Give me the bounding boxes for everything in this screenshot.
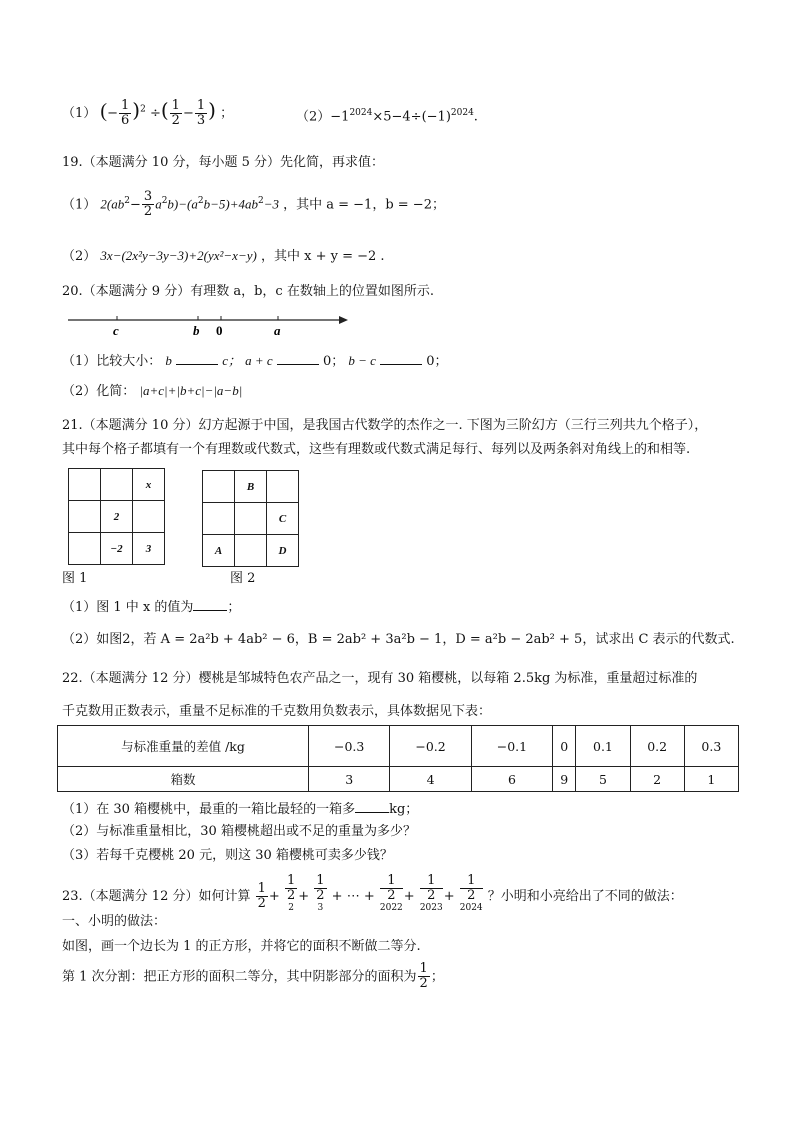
magic-square-fig2 [202,470,299,567]
table-header: 与标准重量的差值 /kg [58,726,309,767]
number-line [66,310,356,338]
q23-line1: 如图，画一个边长为 1 的正方形，并将它的面积不断做二等分. [62,939,421,954]
answer-blank[interactable] [193,598,227,611]
q21-title-2: 其中每个格子都填有一个有理数或代数式，这些有理数或代数式满足每行、每列以及两条斜对角线上的和相等. [62,442,691,457]
q19-part1: （1） $2(ab^2-$ $\frac{3}{2}$ $a^2b)-(a^2b-5)+4ab^2-3$ ，其中 a = −1，b = −2； [62,189,445,220]
table-row-label: 箱数 [58,767,309,792]
grid-cell: D [267,535,299,567]
table-cell: −0.3 [309,726,390,767]
table-cell: 0 [553,726,576,767]
grid-cell: 2 [101,501,133,533]
table-cell: 0.3 [684,726,738,767]
grid-cell [235,535,267,567]
table-cell: 5 [576,767,630,792]
part-label: （1） [62,106,97,121]
table-cell: 6 [471,767,552,792]
table-cell: 0.1 [576,726,630,767]
fig2-caption: 图 2 [230,571,256,586]
grid-cell [69,469,101,501]
q21-part2: （2）如图2，若 A = 2a²b + 4ab² − 6，B = 2ab² + 3a²b − 1，D = a²b − 2ab² + 5，试求出 C 表示的代数式. [62,632,735,647]
q18-part1: （1） (− $\frac{1}{6}$ )$^2$ ÷( $\frac{1}{2}$ − $\frac{1}{3}$ ) ； [62,97,234,128]
axis-label-a: a [274,323,281,338]
table-cell: 1 [684,767,738,792]
q22-part1: （1）在 30 箱樱桃中，最重的一箱比最轻的一箱多 kg； [62,802,419,817]
axis-label-zero: 0 [216,323,223,338]
grid-cell [203,471,235,503]
q21-title-1: 21.（本题满分 10 分）幻方起源于中国，是我国古代数学的杰作之一. 下图为三阶幻方（三行三列共九个格子）， [62,418,708,433]
q21-part1: （1）图 1 中 x 的值为 ； [62,600,241,615]
table-cell: 2 [630,767,684,792]
grid-cell [267,471,299,503]
table-row [58,726,739,767]
grid-cell [101,469,133,501]
q20-part2: （2）化简： |a+c|+|b+c|−|a−b| [62,383,243,399]
magic-square-fig1 [68,468,165,565]
q23-line2: 第 1 次分割：把正方形的面积二等分，其中阴影部分的面积为 $\frac{1}{2}$ ； [62,961,444,992]
q19-title: 19.（本题满分 10 分，每小题 5 分）先化简，再求值： [62,155,385,170]
table-row [58,767,739,792]
q22-part2: （2）与标准重量相比，30 箱樱桃超出或不足的重量为多少？ [62,824,416,839]
table-cell: 9 [553,767,576,792]
table-cell: −0.1 [471,726,552,767]
table-cell: 3 [309,767,390,792]
grid-cell: 3 [133,533,165,565]
q23-section: 一、小明的做法： [62,914,167,929]
grid-cell: B [235,471,267,503]
q18-part2: $(2)-1^{2024}\times 5-4\div(-1)^{2024}$. [296,108,478,125]
table-cell: −0.2 [390,726,471,767]
axis-label-c: c [113,323,119,338]
q23-title: 23.（本题满分 12 分）如何计算 $\frac{1}{2}$ + 1 2 $^2$ + 1 2 $^3$ + ⋯ + 1 2 $^{2022}$ + 1 2 $^{2023}$ + 1 2 $^{2024}$ ？小明和小亮给出了不同的做法： [62,873,683,913]
grid-cell [69,501,101,533]
answer-blank[interactable] [355,800,389,813]
fig1-caption: 图 1 [62,571,88,586]
cherry-weight-table [57,725,739,792]
q20-part1: （1）比较大小： b c； a + c 0； b − c 0； [62,353,448,369]
grid-cell [69,533,101,565]
grid-cell: x [133,469,165,501]
answer-blank[interactable] [277,352,319,365]
grid-cell: C [267,503,299,535]
table-cell: 4 [390,767,471,792]
q19-part2: （2） 3x−(2x²y−3y−3)+2(yx²−x−y) ，其中 x + y = −2 . [62,248,385,264]
grid-cell [235,503,267,535]
answer-blank[interactable] [176,352,218,365]
q22-part3: （3）若每千克樱桃 20 元，则这 30 箱樱桃可卖多少钱？ [62,848,393,863]
grid-cell: A [203,535,235,567]
q22-title-1: 22.（本题满分 12 分）樱桃是邹城特色农产品之一，现有 30 箱樱桃，以每箱 2.5kg 为标准，重量超过标准的 [62,671,698,686]
axis-label-b: b [193,323,200,338]
q22-title-2: 千克数用正数表示，重量不足标准的千克数用负数表示，具体数据见下表： [62,704,492,719]
grid-cell: −2 [101,533,133,565]
grid-cell [133,501,165,533]
answer-blank[interactable] [380,352,422,365]
table-cell: 0.2 [630,726,684,767]
q20-title: 20.（本题满分 9 分）有理数 a，b，c 在数轴上的位置如图所示. [62,284,434,299]
grid-cell [203,503,235,535]
